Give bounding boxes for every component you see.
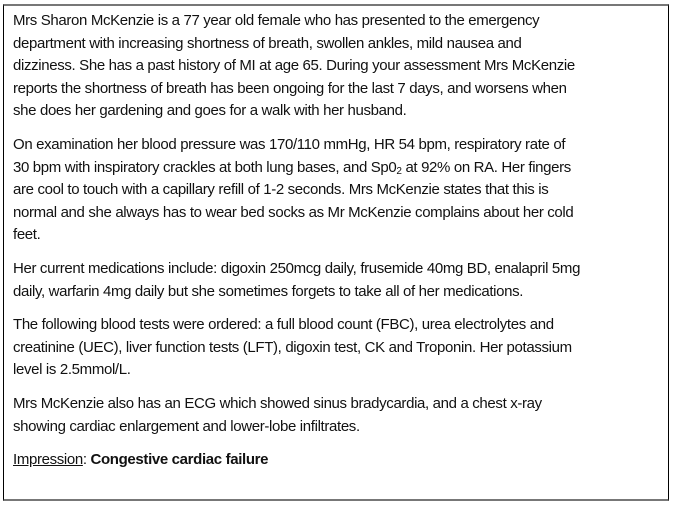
paragraph-investigations (13, 393, 665, 438)
text-line (13, 157, 665, 180)
subscript-2: 2 (396, 165, 402, 177)
text-line: level is 2.5mmol/L. (13, 361, 131, 379)
text-segment: at 92% on RA. Her fingers (401, 158, 571, 176)
paragraph-examination (13, 134, 665, 247)
text-line: The following blood tests were ordered: a full blood count (FBC), urea electrolytes and (13, 316, 554, 334)
text-line: daily, warfarin 4mg daily but she sometimes forgets to take all of her medications. (13, 282, 524, 300)
impression-value: Congestive cardiac failure (90, 451, 269, 469)
impression-label: Impression (13, 451, 83, 469)
text-line: showing cardiac enlargement and lower-lobe infiltrates. (13, 417, 360, 435)
text-line: Her current medications include: digoxin 250mcg daily, frusemide 40mg BD, enalapril 5mg (13, 259, 581, 277)
text-line: On examination her blood pressure was 170/110 mmHg, HR 54 bpm, respiratory rate of (13, 135, 566, 153)
text-line: dizziness. She has a past history of MI at age 65. During your assessment Mrs McKenzie (13, 57, 575, 75)
paragraph-impression (13, 449, 665, 472)
case-study-content (13, 10, 665, 483)
text-line: reports the shortness of breath has been ongoing for the last 7 days, and worsens when (13, 79, 567, 97)
text-line: she does her gardening and goes for a walk with her husband. (13, 102, 407, 120)
text-line: Mrs Sharon McKenzie is a 77 year old female who has presented to the emergency (13, 12, 540, 29)
text-line: feet. (13, 226, 41, 244)
text-line: Mrs McKenzie also has an ECG which showed sinus bradycardia, and a chest x-ray (13, 394, 542, 412)
text-line: department with increasing shortness of breath, swollen ankles, mild nausea and (13, 34, 522, 52)
text-line: are cool to touch with a capillary refill of 1-2 seconds. Mrs McKenzie states that this is (13, 181, 549, 199)
text-line: creatinine (UEC), liver function tests (LFT), digoxin test, CK and Troponin. Her potassium (13, 338, 572, 356)
case-study-box (3, 4, 669, 501)
text-segment: 30 bpm with inspiratory crackles at both lung bases, and Sp0 (13, 158, 397, 176)
paragraph-medications (13, 258, 665, 303)
paragraph-presentation (13, 10, 665, 123)
paragraph-blood-tests (13, 314, 665, 382)
impression-line (13, 449, 665, 472)
text-line: normal and she always has to wear bed socks as Mr McKenzie complains about her cold (13, 203, 574, 221)
impression-separator: : (82, 451, 91, 469)
